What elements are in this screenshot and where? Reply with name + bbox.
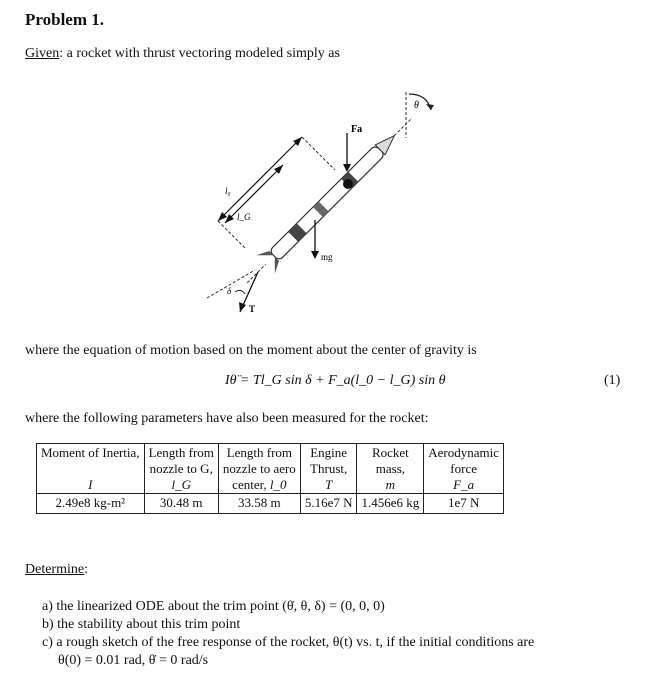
rocket-body (238, 110, 420, 292)
table-header-row: nozzle to G, nozzle to aero Thrust, mass, force (37, 461, 504, 477)
symbol-t: T (300, 477, 357, 494)
header-engine-thrust: Engine (300, 444, 357, 462)
table-symbol-row (37, 477, 504, 494)
theta-arc (409, 94, 431, 110)
header-rocket-mass: Rocket (357, 444, 424, 462)
symbol-i: I (37, 477, 145, 494)
determine-heading (25, 562, 88, 578)
symbol-l0: l_0 (269, 477, 287, 492)
center-of-gravity-dot (343, 179, 353, 189)
value-aero-force: 1e7 N (424, 494, 504, 514)
value-engine-thrust: 5.16e7 N (300, 494, 357, 514)
value-length-aero: 33.58 m (218, 494, 300, 514)
symbol-m: m (357, 477, 424, 494)
symbol-fa: F_a (424, 477, 504, 494)
determine-colon: : (84, 562, 88, 577)
list-item: a) the linearized ODE about the trim point (θ̇, θ, δ) = (0, 0, 0) (42, 599, 385, 614)
list-item: c) a rough sketch of the free response of the rocket, θ(t) vs. t, if the initial conditions are (42, 635, 535, 650)
rocket-figure (195, 80, 455, 330)
given-text: : a rocket with thrust vectoring modeled simply as (59, 46, 340, 61)
problem-title: Problem 1. (25, 10, 105, 29)
given-label: Given (25, 46, 60, 61)
header-length-aero: Length from (218, 444, 300, 462)
delta-arc (235, 290, 245, 294)
delta-label: δ (227, 286, 232, 296)
thrust-label: T (249, 304, 256, 314)
header-length-g: Length from (144, 444, 218, 462)
fa-label: Fa (351, 124, 363, 135)
symbol-lg: l_G (144, 477, 218, 494)
equation-intro: where the equation of motion based on the moment about the center of gravity is (25, 343, 477, 358)
l0-dimension-line (218, 137, 302, 221)
mg-label: mg (321, 252, 333, 262)
list-item: θ(0) = 0.01 rad, θ̇ = 0 rad/s (58, 653, 209, 668)
theta-label: θ (414, 100, 419, 111)
header-aero-force: Aerodynamic (424, 444, 504, 462)
value-rocket-mass: 1.456e6 kg (357, 494, 424, 514)
value-moment-of-inertia: 2.49e8 kg-m² (37, 494, 145, 514)
table-values-row (37, 494, 504, 514)
given-line (25, 46, 340, 62)
list-item: b) the stability about this trim point (42, 617, 241, 632)
determine-list (42, 598, 534, 670)
equation-number: (1) (604, 373, 621, 388)
l0-label: l₀ (225, 186, 231, 196)
symbol-l0-cell: center, l_0 (218, 477, 300, 494)
parameters-intro: where the following parameters have also been measured for the rocket: (25, 411, 429, 426)
lg-label: l_G (237, 212, 251, 222)
determine-label: Determine (25, 562, 85, 577)
value-length-g: 30.48 m (144, 494, 218, 514)
parameters-table (36, 443, 504, 514)
lg-dimension-line (225, 165, 283, 223)
equation-of-motion: Iθ̈ = Tl_G sin δ + F_a(l_0 − l_G) sin θ (225, 373, 446, 388)
table-header-row (37, 444, 504, 462)
header-moment-of-inertia: Moment of Inertia, (37, 444, 145, 462)
